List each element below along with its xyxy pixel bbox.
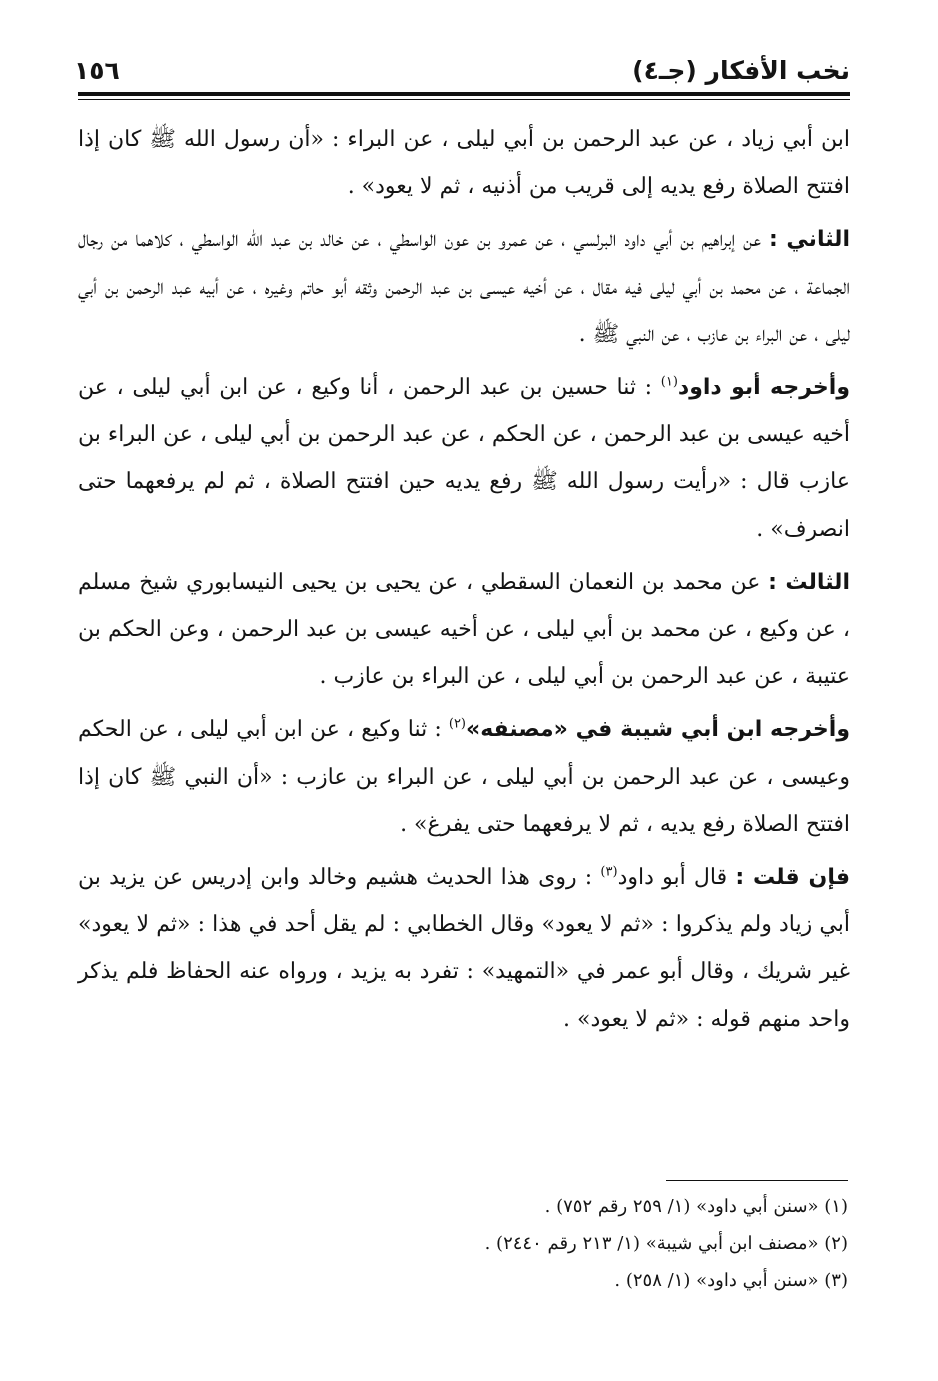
paragraph-text: : ثنا حسين بن عبد الرحمن ، أنا وكيع ، عن ابن أبي ليلى ، عن أخيه عيسى بن عبد الرحمن ، عن الحكم ، عن عبد الرحمن بن أبي ليلى ، عن البراء بن عازب قال : «رأيت رسول الله ﷺ رفع يديه حين افتتح الصلاة ، ثم لم يرفعهما حتى انصرف» . [78, 375, 850, 542]
paragraph-5 [78, 706, 850, 848]
paragraph-4 [78, 559, 850, 701]
paragraph-label: وأخرجه أبو داود [677, 375, 850, 401]
footnote-ref[interactable]: (١) [660, 374, 678, 390]
paragraph-1 [78, 116, 850, 210]
paragraph-3 [78, 364, 850, 553]
header-rule-thin [78, 99, 850, 100]
footnote-separator [666, 1180, 848, 1181]
page-header [74, 52, 850, 88]
footnote-ref[interactable]: (٣) [600, 864, 618, 880]
paragraph-label: الثاني : [769, 227, 850, 253]
paragraph-label: فإن قلت : [735, 865, 850, 891]
paragraph-text: : ثنا وكيع ، عن ابن أبي ليلى ، عن الحكم وعيسى ، عن عبد الرحمن بن أبي ليلى ، عن البراء بن عازب : «أن النبي ﷺ كان إذا افتتح الصلاة رفع يديه ، ثم لا يرفعهما حتى يفرغ» . [78, 717, 850, 837]
paragraph-text: عن إبراهيم بن أبي داود البرلسي ، عن عمرو بن عون الواسطي ، عن خالد بن عبد الله الواسطي ، كلاهما من رجال الجماعة ، عن محمد بن أبي ليلى فيه مقال ، عن أخيه عيسى بن عبد الرحمن وثقه أبو حاتم وغيره ، عن أبيه عبد الرحمن بن أبي ليلى ، عن البراء بن عازب ، عن النبي ﷺ . [78, 227, 850, 347]
footnote-2: (٢) «مصنف ابن أبي شيبة» (١/ ٢١٣ رقم ٢٤٤٠) . [484, 1233, 848, 1254]
paragraph-text: ابن أبي زياد ، عن عبد الرحمن بن أبي ليلى ، عن البراء : «أن رسول الله ﷺ كان إذا افتتح الصلاة رفع يديه إلى قريب من أذنيه ، ثم لا يعود» . [78, 127, 850, 200]
paragraph-text: : روى هذا الحديث هشيم وخالد وابن إدريس عن يزيد بن أبي زياد ولم يذكروا : «ثم لا يعود» وقال الخطابي : لم يقل أحد في هذا : «ثم لا يعود» غير شريك ، وقال أبو عمر في «التمهيد» : تفرد به يزيد ، ورواه عنه الحفاظ فلم يذكر واحد منهم قوله : «ثم لا يعود» . [78, 865, 850, 1032]
paragraph-2 [78, 216, 850, 358]
header-rule-thick [78, 92, 850, 96]
footnotes [78, 1188, 848, 1299]
paragraph-text: عن محمد بن النعمان السقطي ، عن يحيى بن يحيى النيسابوري شيخ مسلم ، عن وكيع ، عن محمد بن أبي ليلى ، عن أخيه عيسى بن عبد الرحمن ، وعن الحكم بن عتيبة ، عن عبد الرحمن بن أبي ليلى ، عن البراء بن عازب . [78, 569, 850, 690]
main-text [78, 116, 850, 1049]
footnote-3: (٣) «سنن أبي داود» (١/ ٢٥٨) . [614, 1270, 848, 1291]
paragraph-6 [78, 854, 850, 1043]
paragraph-label: وأخرجه ابن أبي شيبة في «مصنفه» [466, 717, 850, 743]
paragraph-text: قال أبو داود [617, 865, 736, 891]
book-title: نخب الأفكار (جـ٤) [632, 55, 850, 85]
page-number: ١٥٦ [74, 55, 120, 85]
paragraph-label: الثالث : [768, 569, 850, 595]
footnote-1: (١) «سنن أبي داود» (١/ ٢٥٩ رقم ٧٥٢) . [544, 1196, 848, 1217]
footnote-ref[interactable]: (٢) [448, 717, 466, 733]
